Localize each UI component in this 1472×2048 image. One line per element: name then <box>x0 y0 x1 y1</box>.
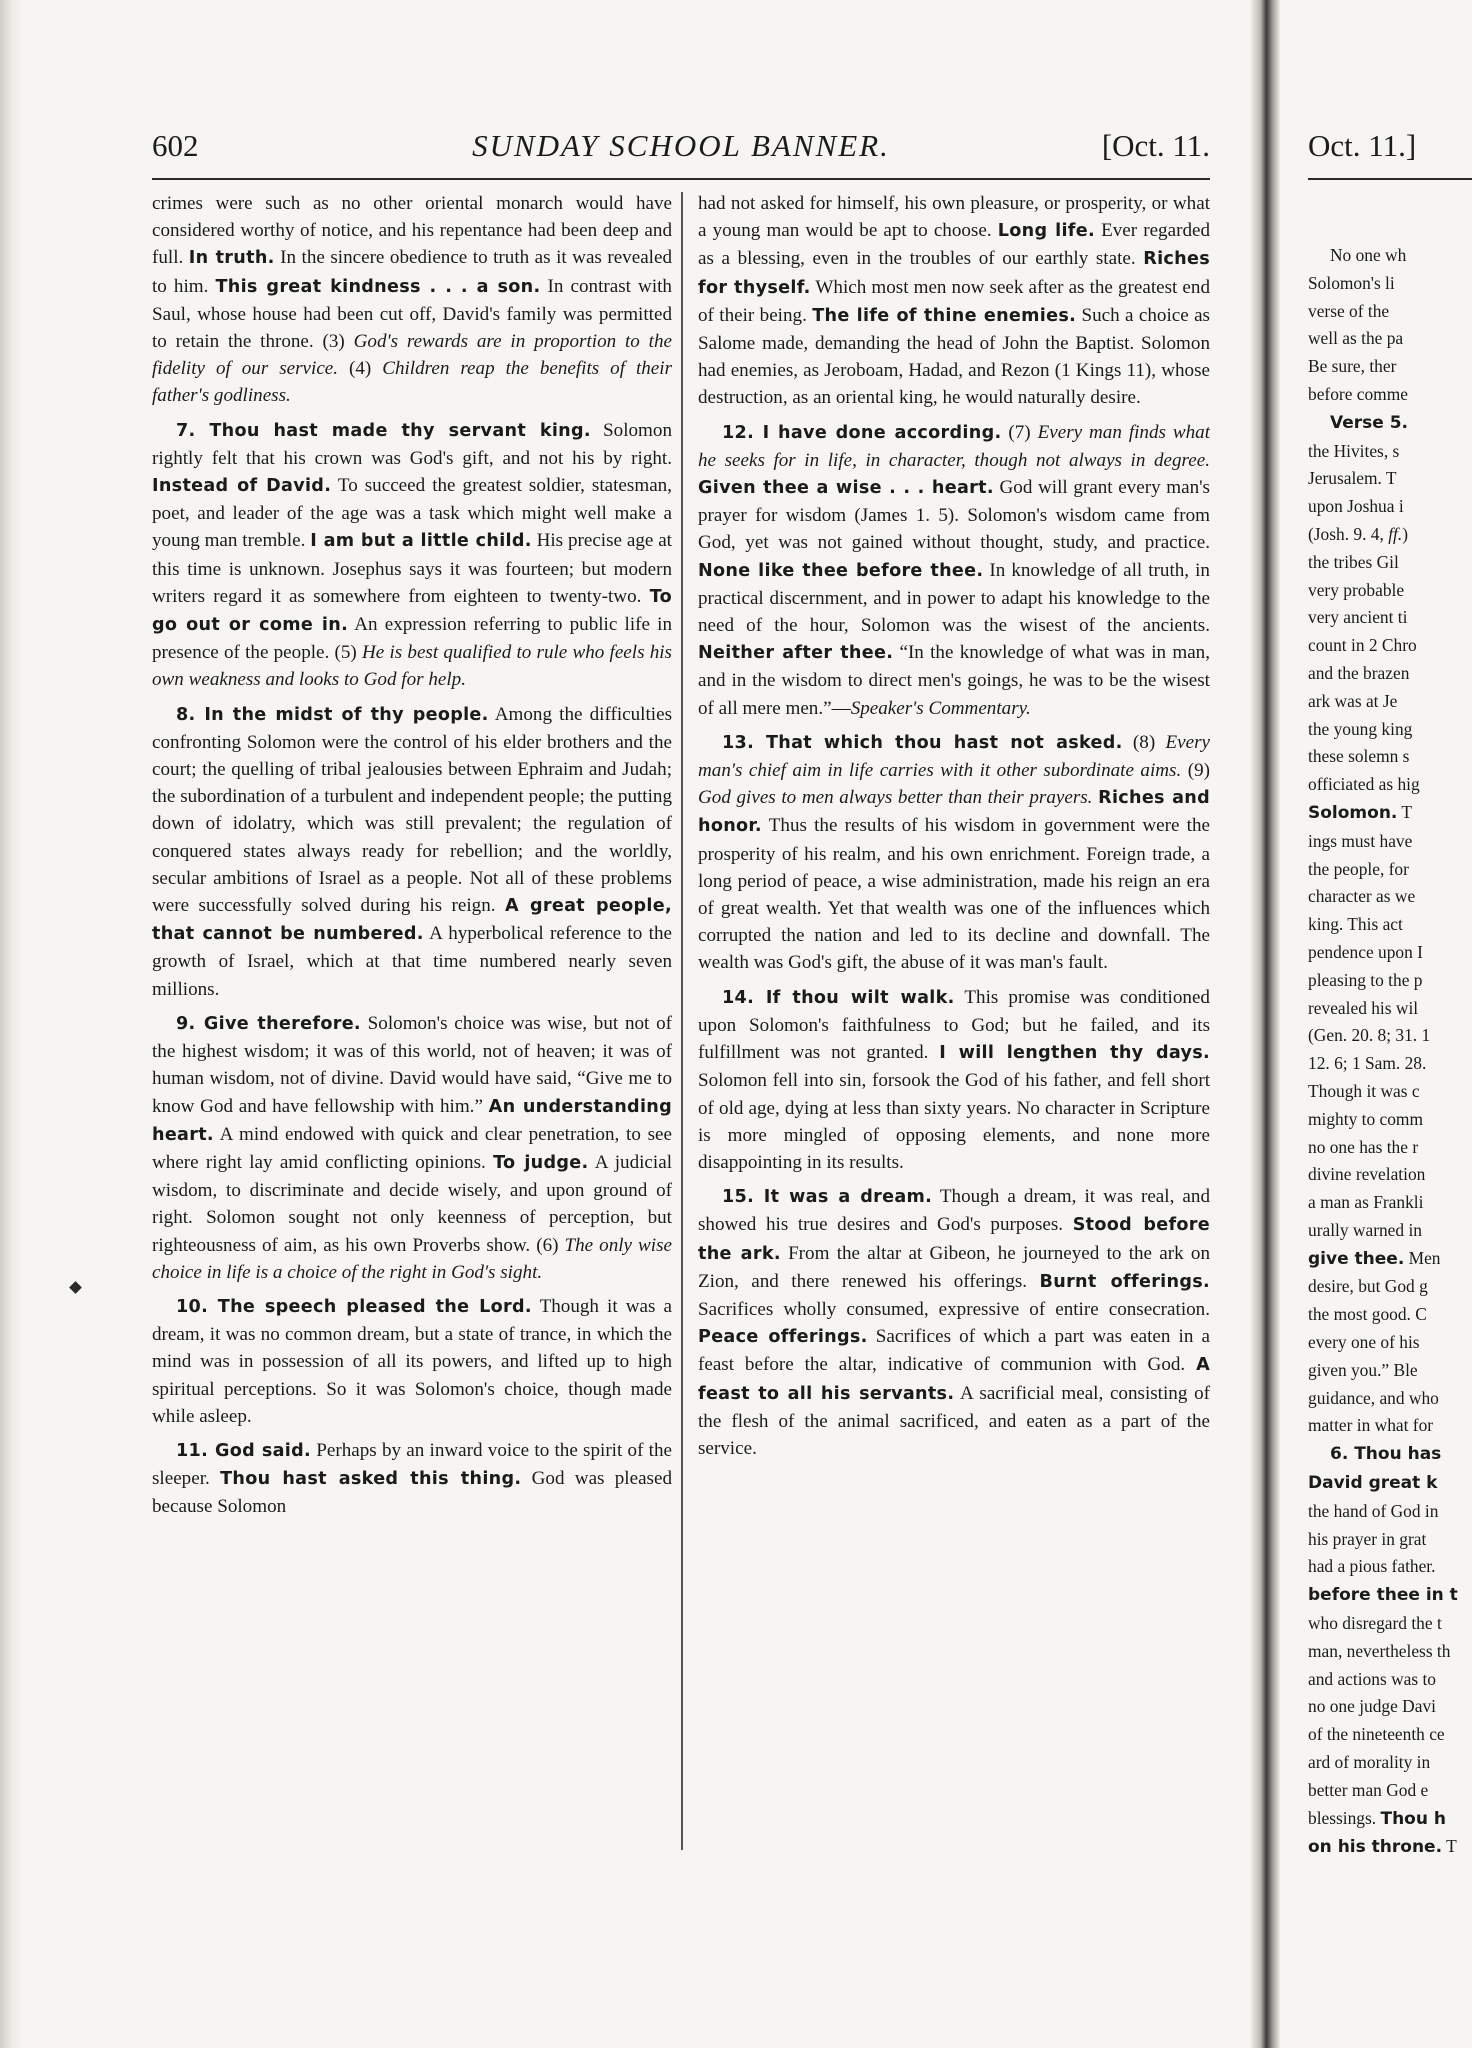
left-text-column <box>152 190 672 1860</box>
facing-text-line: better man God e <box>1308 1779 1429 1800</box>
facing-text-line: man, nevertheless th <box>1308 1640 1451 1661</box>
facing-text-line: no one has the r <box>1308 1136 1419 1157</box>
facing-text-line: Be sure, ther <box>1308 356 1397 377</box>
facing-text-line: ard of morality in <box>1308 1752 1431 1773</box>
right-text-column <box>698 190 1210 1860</box>
facing-text-line: Solomon's li <box>1308 272 1395 293</box>
facing-text-line: no one judge Davi <box>1308 1696 1436 1717</box>
facing-text-line: and actions was to <box>1308 1668 1436 1689</box>
facing-text-line: matter in what for <box>1308 1415 1434 1436</box>
facing-text-line: ings must have <box>1308 830 1413 851</box>
facing-text-line: David great k <box>1308 1473 1438 1494</box>
facing-text-line: (Josh. 9. 4, ff.) <box>1308 523 1409 544</box>
facing-text-line: character as we <box>1308 886 1416 907</box>
facing-text-line: guidance, and who <box>1308 1387 1439 1408</box>
paragraph: 12. I have done according. (7) Every man finds what he seeks for in life, in character, though not always in degree. Given thee a wise . . . heart. God will grant every man's prayer for wisdom (James 1. 5). Solomon's wisdom came from God, yet was not gained without thought, study, and practice. None like thee before thee. In knowledge of all truth, in practical discernment, and in power to adapt his knowledge to the need of the hour, Solomon was the wisest of the ancients. Neither after thee. “In the knowledge of what was in man, and in the wisdom to direct men's goings, he was to be the wisest of all mere men.”—Speaker's Commentary. <box>698 421 1210 719</box>
facing-text-line: the tribes Gil <box>1308 551 1399 572</box>
facing-text-line: on his throne. T <box>1308 1836 1457 1858</box>
facing-text-line: the Hivites, s <box>1308 440 1400 461</box>
facing-text-line: ark was at Je <box>1308 690 1398 711</box>
facing-text-line: divine revelation <box>1308 1164 1426 1185</box>
paragraph: 11. God said. Perhaps by an inward voice to the spirit of the sleeper. Thou hast asked this thing. God was pleased because Solomon <box>152 1439 672 1518</box>
margin-mark <box>69 1281 82 1294</box>
facing-text-line: (Gen. 20. 8; 31. 1 <box>1308 1025 1431 1046</box>
book-gutter <box>1250 0 1280 2048</box>
facing-text-line: the people, for <box>1308 858 1409 879</box>
paragraph: 8. In the midst of thy people. Among the difficulties confronting Solomon were the control of his elder brothers and the court; the quelling of tribal jealousies between Ephraim and Judah; the subordination of a turbulent and independent people; the putting down of idolatry, which was still prevalent; the regulation of conquered states always ready for rebellion; and the worldly, secular ambitions of Israel as a people. Not all of these problems were successfully solved during his reign. A great people, that cannot be numbered. A hyperbolical reference to the growth of Israel, which at that time numbered nearly seven millions. <box>152 703 672 1000</box>
facing-text-line: the most good. C <box>1308 1304 1427 1325</box>
facing-text-line: count in 2 Chro <box>1308 635 1417 656</box>
facing-text-line: well as the pa <box>1308 328 1404 349</box>
facing-text-line: mighty to comm <box>1308 1108 1423 1129</box>
facing-text-line: desire, but God g <box>1308 1276 1428 1297</box>
facing-text-line: pendence upon I <box>1308 941 1423 962</box>
facing-text-line: his prayer in grat <box>1308 1528 1427 1549</box>
facing-page-header: Oct. 11.] <box>1308 128 1417 163</box>
facing-text-line: urally warned in <box>1308 1219 1422 1240</box>
facing-text-line: Jerusalem. T <box>1308 468 1397 489</box>
facing-text-line: pleasing to the p <box>1308 969 1423 990</box>
facing-text-line: a man as Frankli <box>1308 1192 1424 1213</box>
column-divider <box>681 192 683 1850</box>
facing-text-line: and the brazen <box>1308 662 1410 683</box>
facing-text-line: every one of his <box>1308 1332 1420 1353</box>
facing-text-line: very ancient ti <box>1308 607 1408 628</box>
facing-text-line: 12. 6; 1 Sam. 28. <box>1308 1053 1427 1074</box>
paragraph: 14. If thou wilt walk. This promise was conditioned upon Solomon's faithfulness to God; but he failed, and its fulfillment was not granted. I will lengthen thy days. Solomon fell into sin, forsook the God of his father, and fell short of old age, dying at less than sixty years. No character in Scripture is more mingled of opposing elements, and none more disappointing in its results. <box>698 986 1210 1173</box>
facing-text-line: No one wh <box>1330 245 1407 265</box>
facing-text-line: given you.” Ble <box>1308 1359 1418 1380</box>
facing-header-rule <box>1308 178 1472 180</box>
facing-text-line: who disregard the t <box>1308 1613 1442 1634</box>
page-header <box>152 128 1210 178</box>
facing-text-line: very probable <box>1308 579 1405 600</box>
facing-text-line: revealed his wil <box>1308 997 1419 1018</box>
facing-text-line: had a pious father. <box>1308 1556 1436 1577</box>
facing-text-line: Verse 5. <box>1330 412 1408 433</box>
facing-text-line: before thee in t <box>1308 1585 1458 1606</box>
facing-text-line: officiated as hig <box>1308 774 1420 795</box>
facing-text-line: verse of the <box>1308 300 1390 321</box>
facing-text-line: upon Joshua i <box>1308 496 1404 517</box>
facing-page <box>1280 0 1472 2048</box>
facing-text-line: king. This act <box>1308 914 1403 935</box>
paragraph: had not asked for himself, his own pleasure, or prosperity, or what a young man would be apt to choose. Long life. Ever regarded as a blessing, even in the troubles of our earthly state. Riches for thyself. Which most men now seek after as the greatest end of their being. The life of thine enemies. Such a choice as Salome made, demanding the head of John the Baptist. Solomon had enemies, as Jeroboam, Hadad, and Rezon (1 Kings 11), whose destruction, as an oriental king, he would naturally desire. <box>698 193 1210 409</box>
header-rule <box>152 178 1210 180</box>
facing-text-line: 6. Thou has <box>1330 1444 1442 1465</box>
header-date: [Oct. 11. <box>1101 128 1210 163</box>
facing-text-line: of the nineteenth ce <box>1308 1724 1445 1745</box>
page-number: 602 <box>152 128 199 163</box>
paragraph: crimes were such as no other oriental monarch would have considered worthy of notice, and his repentance had been deep and full. In truth. In the sincere obedience to truth as it was revealed to him. This great kindness . . . a son. In contrast with Saul, whose house had been cut off, David's family was permitted to retain the throne. (3) God's rewards are in proportion to the fidelity of our service. (4) Children reap the benefits of their father's godliness. <box>152 193 672 407</box>
facing-text-line: these solemn s <box>1308 746 1410 767</box>
facing-text-line: before comme <box>1308 383 1408 404</box>
facing-text-line: the hand of God in <box>1308 1500 1439 1521</box>
running-title: SUNDAY SCHOOL BANNER. <box>472 128 890 163</box>
paragraph: 9. Give therefore. Solomon's choice was wise, but not of the highest wisdom; it was of this world, not of heaven; it was of human wisdom, not of divine. David would have said, “Give me to know God and have fellowship with him.” An understanding heart. A mind endowed with quick and clear penetration, to see where right lay amid conflicting opinions. To judge. A judicial wisdom, to discriminate and decide wisely, and upon ground of right. Solomon sought not only keenness of perception, but righteousness of aim, as his own Proverbs show. (6) The only wise choice in life is a choice of the right in God's sight. <box>152 1012 672 1283</box>
facing-text-line: the young king <box>1308 718 1413 739</box>
facing-text-line: Solomon. T <box>1308 801 1413 823</box>
facing-text-line: give thee. Men <box>1308 1247 1441 1269</box>
facing-text-line: Though it was c <box>1308 1080 1420 1101</box>
paragraph: 13. That which thou hast not asked. (8) Every man's chief aim in life carries with it other subordinate aims. (9) God gives to men always better than their prayers. Riches and honor. Thus the results of his wisdom in government were the prosperity of his realm, and his own enrichment. Foreign trade, a long period of peace, a wise administration, made his reign an era of great wealth. Yet that wealth was one of the influences which corrupted the nation and led to its decline and downfall. The wealth was God's gift, the abuse of it was man's fault. <box>698 731 1210 974</box>
paragraph: 7. Thou hast made thy servant king. Solomon rightly felt that his crown was God's gift, and not his by right. Instead of David. To succeed the greatest soldier, statesman, poet, and leader of the age was a task which might well make a young man tremble. I am but a little child. His precise age at this time is unknown. Josephus says it was fourteen; but modern writers regard it as somewhere from eighteen to twenty-two. To go out or come in. An expression referring to public life in presence of the people. (5) He is best qualified to rule who feels his own weakness and looks to God for help. <box>152 419 672 691</box>
facing-text-column <box>1308 242 1472 1862</box>
paragraph: 15. It was a dream. Though a dream, it was real, and showed his true desires and God's purposes. Stood before the ark. From the altar at Gibeon, he journeyed to the ark on Zion, and there renewed his offerings. Burnt offerings. Sacrifices wholly consumed, expressive of entire consecration. Peace offerings. Sacrifices of which a part was eaten in a feast before the altar, indicative of communion with God. A feast to all his servants. A sacrificial meal, consisting of the flesh of the animal sacrificed, and eaten as a part of the service. <box>698 1186 1210 1459</box>
facing-text-line: blessings. Thou h <box>1308 1807 1446 1829</box>
paragraph: 10. The speech pleased the Lord. Though it was a dream, it was no common dream, but a state of trance, in which the mind was in possession of all its powers, and lifted up to high spiritual perceptions. So it was Solomon's choice, though made while asleep. <box>152 1295 672 1427</box>
